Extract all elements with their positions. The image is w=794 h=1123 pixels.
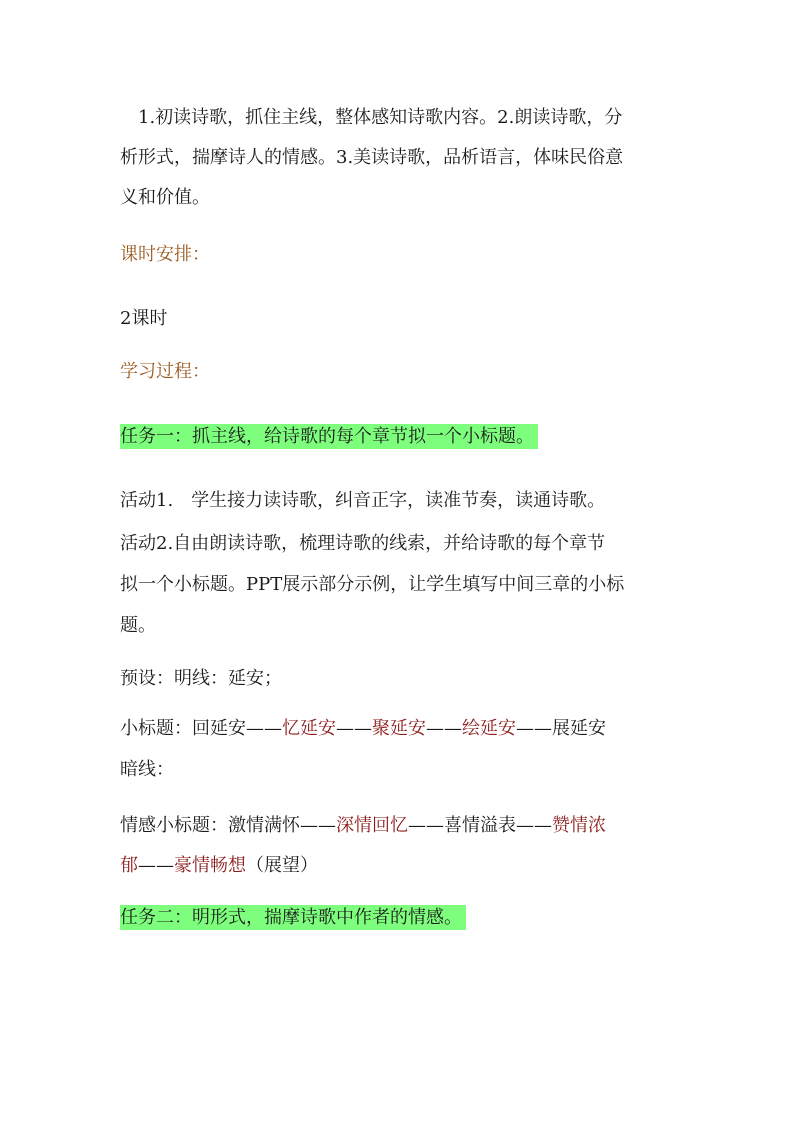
subtitle-part: 忆延安: [282, 718, 336, 739]
preset-line: 预设：明线：延安；: [120, 668, 282, 689]
task1-title-line: [120, 425, 680, 449]
subtitle-part: 聚延安: [372, 718, 426, 739]
schedule-value: 2课时: [120, 308, 168, 329]
emotions-label: 情感小标题：: [120, 815, 228, 836]
objectives-line-1: 1.初读诗歌，抓住主线，整体感知诗歌内容。2.朗读诗歌，分: [138, 107, 623, 128]
emotion-part: ——: [138, 855, 174, 876]
objectives-line-2: 析形式，揣摩诗人的情感。3.美读诗歌，品析语言，体味民俗意: [120, 147, 624, 168]
schedule-heading: 课时安排：: [120, 244, 210, 265]
subtitles-line: [120, 717, 680, 741]
emotion-part: 郁: [120, 855, 138, 876]
activity2-line-3: 题。: [120, 615, 156, 636]
emotion-part: （展望）: [246, 855, 318, 876]
emotions-line-2: [120, 854, 680, 878]
emotion-part: 深情回忆: [336, 815, 408, 836]
subtitle-part: ——: [336, 718, 372, 739]
task2-title: 任务二：明形式，揣摩诗歌中作者的情感。: [120, 905, 466, 930]
objectives-line-3: 义和价值。: [120, 187, 210, 208]
subtitle-part: 绘延安: [462, 718, 516, 739]
subtitle-part: ——展延安: [516, 718, 606, 739]
subtitles-label: 小标题：: [120, 718, 192, 739]
emotion-part: 激情满怀——: [228, 815, 336, 836]
activity1-text: 活动1. 学生接力读诗歌，纠音正字，读准节奏，读通诗歌。: [120, 490, 606, 511]
emotion-part: 赞情浓: [552, 815, 606, 836]
activity2-line-1: 活动2.自由朗读诗歌，梳理诗歌的线索，并给诗歌的每个章节: [120, 533, 606, 554]
subtitle-part: 回延安——: [192, 718, 282, 739]
task1-title: 任务一：抓主线，给诗歌的每个章节拟一个小标题。: [120, 424, 538, 449]
dark-line-label: 暗线：: [120, 759, 174, 780]
emotions-line-1: [120, 814, 680, 838]
emotion-part: 豪情畅想: [174, 855, 246, 876]
activity2-line-2: 拟一个小标题。PPT展示部分示例，让学生填写中间三章的小标: [120, 574, 625, 595]
subtitle-part: ——: [426, 718, 462, 739]
task2-title-line: [120, 906, 680, 930]
emotion-part: ——喜情溢表——: [408, 815, 552, 836]
process-heading: 学习过程：: [120, 361, 210, 382]
